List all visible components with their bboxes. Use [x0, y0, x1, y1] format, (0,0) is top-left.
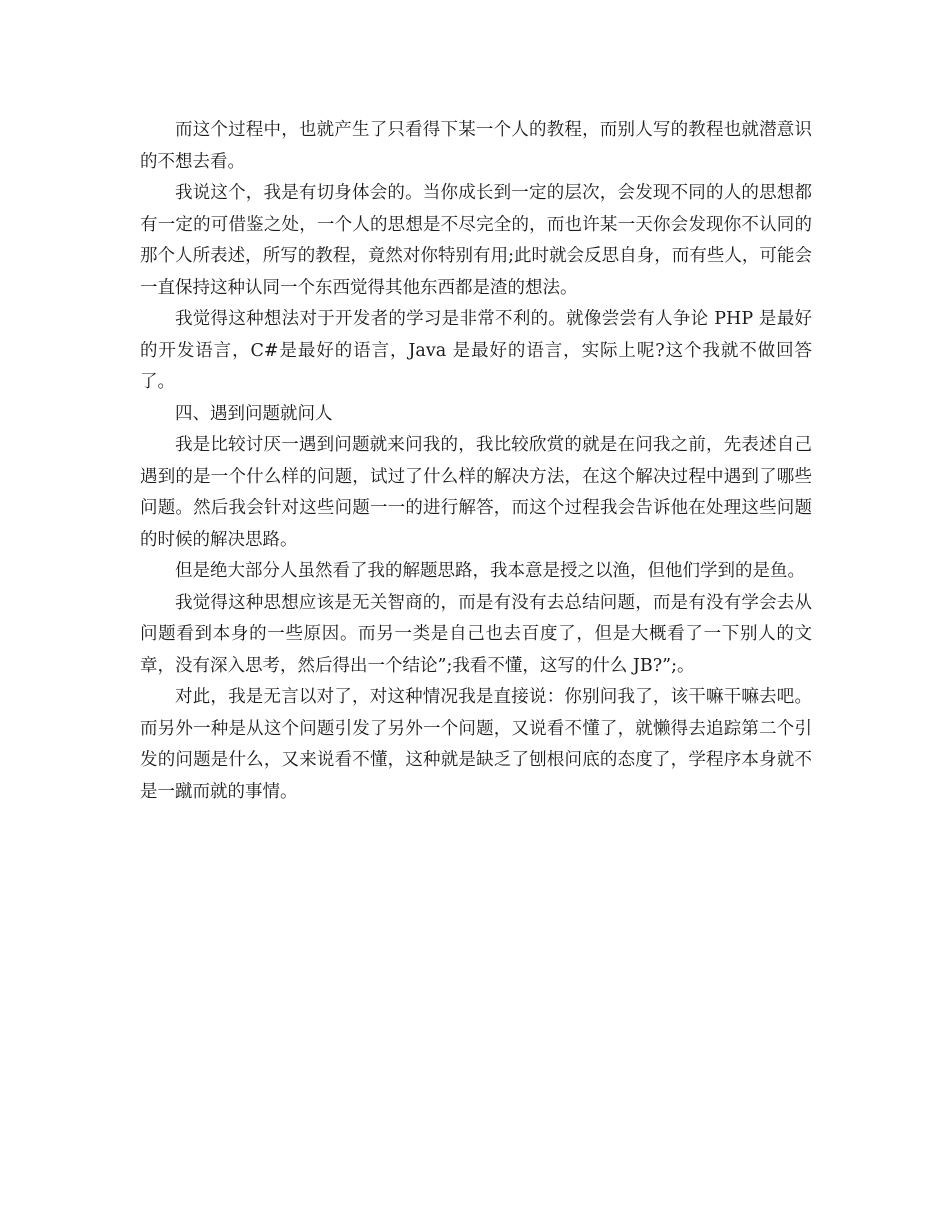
document-body: [140, 115, 812, 808]
paragraph: 我觉得这种思想应该是无关智商的，而是有没有去总结问题，而是有没有学会去从问题看到本身的一些原因。而另一类是自己也去百度了，但是大概看了一下别人的文章，没有深入思考，然后得出一个结论”;我看不懂，这写的什么 JB?”;。: [140, 592, 812, 676]
section-heading: 四、遇到问题就问人: [175, 403, 333, 424]
paragraph: 而这个过程中，也就产生了只看得下某一个人的教程，而别人写的教程也就潜意识的不想去看。: [140, 120, 812, 172]
paragraph: 我是比较讨厌一遇到问题就来问我的，我比较欣赏的就是在问我之前，先表述自己遇到的是一个什么样的问题，试过了什么样的解决方法，在这个解决过程中遇到了哪些问题。然后我会针对这些问题一一的进行解答，而这个过程我会告诉他在处理这些问题的时候的解决思路。: [140, 435, 812, 550]
paragraph: 但是绝大部分人虽然看了我的解题思路，我本意是授之以渔，但他们学到的是鱼。: [175, 561, 805, 581]
paragraph: 我觉得这种想法对于开发者的学习是非常不利的。就像尝尝有人争论 PHP 是最好的开发语言，C#是最好的语言，Java 是最好的语言，实际上呢?这个我就不做回答了。: [140, 309, 812, 392]
paragraph: 我说这个，我是有切身体会的。当你成长到一定的层次，会发现不同的人的思想都有一定的可借鉴之处，一个人的思想是不尽完全的，而也许某一天你会发现你不认同的那个人所表述，所写的教程，竟然对你特别有用;此时就会反思自身，而有些人，可能会一直保持这种认同一个东西觉得其他东西都是渣的想法。: [140, 183, 812, 298]
paragraph: 对此，我是无言以对了，对这种情况我是直接说：你别问我了，该干嘛干嘛去吧。而另外一种是从这个问题引发了另外一个问题，又说看不懂了，就懒得去追踪第二个引发的问题是什么，又来说看不懂，这种就是缺乏了刨根问底的态度了，学程序本身就不是一蹴而就的事情。: [140, 687, 812, 802]
